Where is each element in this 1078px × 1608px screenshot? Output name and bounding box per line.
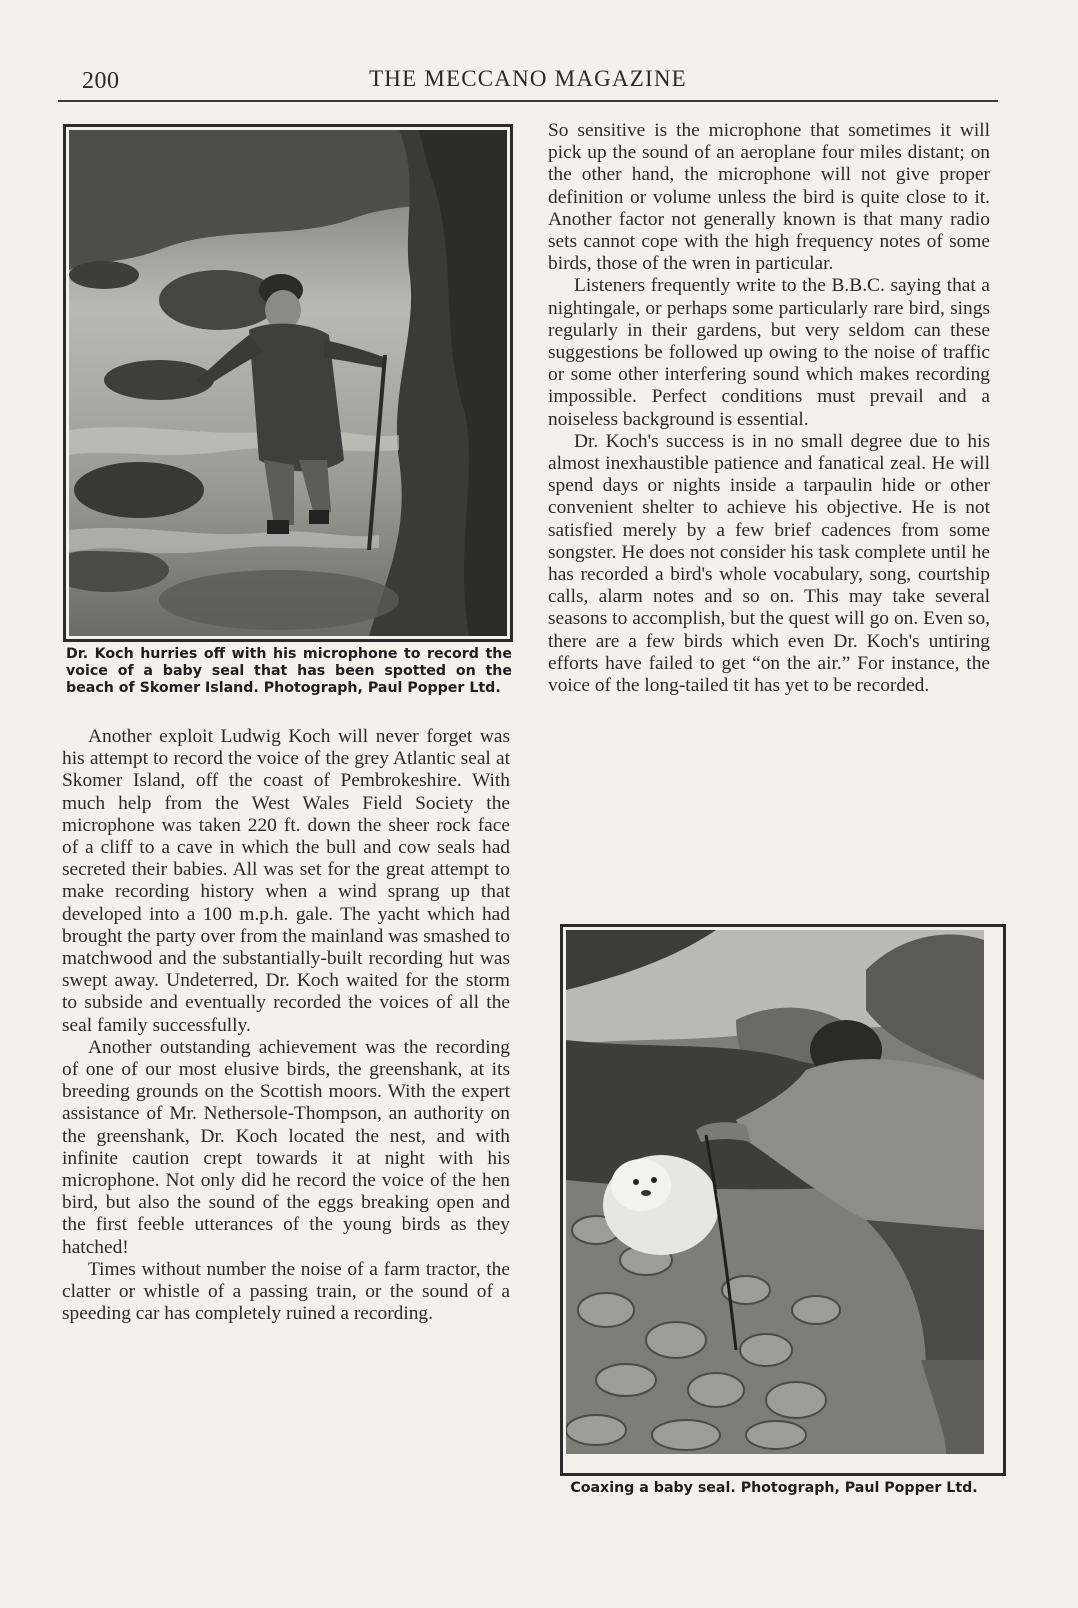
article-paragraph: Another outstanding achievement was the recording of one of our most elusive birds, the greenshank, at its breeding grounds on the Scottish moors. With the expert assistance of Mr. Nethersole-Thompson, an authority on the greenshank, Dr. Koch located the nest, and with infinite caution crept towards it at night with his microphone. Not only did he record the voice of the hen bird, but also the sound of the eggs breaking open and the first feeble utterances of the young birds as they hatched! xyxy=(62,1036,510,1258)
article-paragraph: So sensitive is the microphone that sometimes it will pick up the sound of an aeroplane four miles distant; on the other hand, the microphone will not give proper definition or volume unless the bird is quite close to it. Another factor not generally known is that many radio sets cannot cope with the high frequency notes of some birds, those of the wren in particular. xyxy=(548,120,990,275)
bottom-photo-caption: Coaxing a baby seal. Photograph, Paul Popper Ltd. xyxy=(570,1480,978,1496)
top-photo-caption: Dr. Koch hurries off with his microphone to record the voice of a baby seal that has been spotted on the beach of Skomer Island. Photograph, Paul Popper Ltd. xyxy=(66,646,512,696)
right-article-column xyxy=(548,120,990,697)
koch-beach-photo xyxy=(63,124,513,642)
left-article-column xyxy=(62,726,510,1325)
article-paragraph: Another exploit Ludwig Koch will never forget was his attempt to record the voice of the grey Atlantic seal at Skomer Island, off the coast of Pembrokeshire. With much help from the West Wales Field Society the microphone was taken 220 ft. down the sheer rock face of a cliff to a cave in which the bull and cow seals had secreted their babies. All was set for the great attempt to make recording history when a wind sprang up that developed into a 100 m.p.h. gale. The yacht which had brought the party over from the mainland was smashed to matchwood and the substantially-built recording hut was swept away. Undeterred, Dr. Koch waited for the storm to subside and eventually recorded the voices of all the seal family successfully. xyxy=(62,726,510,1036)
header-rule xyxy=(58,100,998,102)
article-paragraph: Listeners frequently write to the B.B.C. saying that a nightingale, or perhaps some particularly rare bird, sings regularly in their gardens, but very seldom can these suggestions be followed up owing to the noise of traffic or some other interfering sound which makes recording impossible. Perfect conditions must prevail and a noiseless background is essential. xyxy=(548,275,990,430)
page-number: 200 xyxy=(82,68,120,94)
article-paragraph: Dr. Koch's success is in no small degree due to his almost inexhaustible patience and fanatical zeal. He will spend days or nights inside a tarpaulin hide or other convenient shelter to achieve his objective. He is not satisfied merely by a few brief cadences from some songster. He does not consider his task complete until he has recorded a bird's whole vocabulary, song, courtship calls, alarm notes and so on. This may take several seasons to accomplish, but the quest will go on. Even so, there are a few birds which even Dr. Koch's untiring efforts have failed to get “on the air.” For instance, the voice of the long-tailed tit has yet to be recorded. xyxy=(548,430,990,697)
baby-seal-photo xyxy=(560,924,1006,1476)
page-header xyxy=(58,66,998,100)
magazine-title: THE MECCANO MAGAZINE xyxy=(369,66,687,91)
article-paragraph: Times without number the noise of a farm tractor, the clatter or whistle of a passing train, or the sound of a speeding car has completely ruined a recording. xyxy=(62,1258,510,1325)
